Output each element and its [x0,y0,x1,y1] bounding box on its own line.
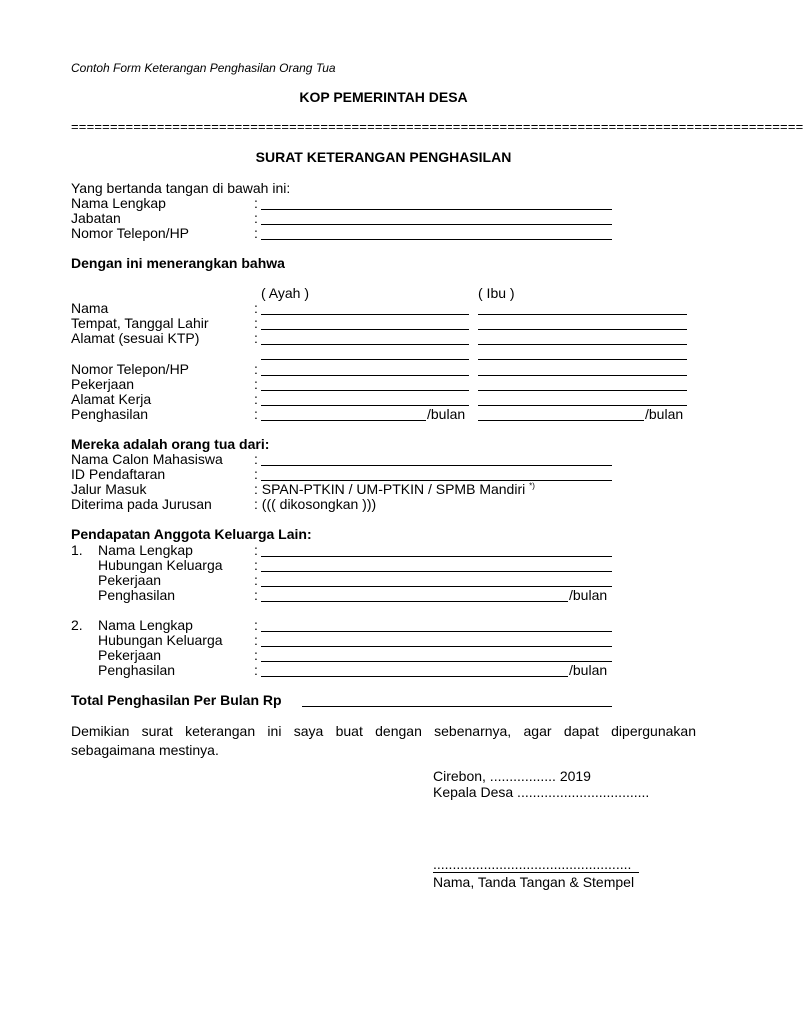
parent-label-job: Pekerjaan [71,376,135,392]
per-month-label: /bulan [569,662,608,678]
closing-line-2: sebagaimana mestinya. [71,742,219,758]
member2-relation-field[interactable] [261,646,612,647]
colon: : [254,632,258,648]
colon: : [254,195,258,211]
document-title: SURAT KETERANGAN PENGHASILAN [255,149,512,165]
colon: : [254,406,258,422]
colon: : [254,330,258,346]
father-name-field[interactable] [261,314,469,315]
parent-label-name: Nama [71,300,109,316]
member-label-name: Nama Lengkap [98,617,193,633]
colon: : [254,466,258,482]
mother-income-field[interactable] [478,420,644,421]
signer-label-name: Nama Lengkap [71,195,166,211]
place-date: Cirebon, ................. 2019 [433,768,591,784]
colon: : [254,662,258,678]
signer-label-phone: Nomor Telepon/HP [71,225,190,241]
father-income-field[interactable] [261,420,426,421]
member-label-job: Pekerjaan [98,647,162,663]
header-note: Contoh Form Keterangan Penghasilan Orang Tua [71,61,336,75]
member1-income-field[interactable] [261,601,568,602]
student-route-value: : SPAN-PTKIN / UM-PTKIN / SPMB Mandiri *) [254,481,535,497]
per-month-label: /bulan [569,587,608,603]
signer-phone-field[interactable] [261,239,612,240]
student-label-route: Jalur Masuk [71,481,147,497]
member-label-income: Penghasilan [98,662,176,678]
student-label-major: Diterima pada Jurusan [71,496,212,512]
member1-name-field[interactable] [261,556,612,557]
father-birth-field[interactable] [261,329,469,330]
student-label-id: ID Pendaftaran [71,466,166,482]
mother-job-field[interactable] [478,390,687,391]
signer-label-position: Jabatan [71,210,121,226]
parent-label-workplace: Alamat Kerja [71,391,152,407]
signer-name-field[interactable] [261,209,612,210]
member-label-relation: Hubungan Keluarga [98,557,223,573]
mother-phone-field[interactable] [478,375,687,376]
member-label-income: Penghasilan [98,587,176,603]
parents-heading: Dengan ini menerangkan bahwa [71,255,285,271]
colon: : [254,300,258,316]
signer-position-field[interactable] [261,224,612,225]
member-label-job: Pekerjaan [98,572,162,588]
family-heading: Pendapatan Anggota Keluarga Lain: [71,526,312,542]
separator-line: ============================================================================================== [71,119,803,134]
parent-label-phone: Nomor Telepon/HP [71,361,190,377]
father-phone-field[interactable] [261,375,469,376]
member2-job-field[interactable] [261,661,612,662]
parent-label-income: Penghasilan [71,406,149,422]
total-income-label: Total Penghasilan Per Bulan Rp [71,692,282,708]
total-income-field[interactable] [302,706,612,707]
signer-intro: Yang bertanda tangan di bawah ini: [71,180,291,196]
student-name-field[interactable] [261,465,612,466]
parent-label-birth: Tempat, Tanggal Lahir [71,315,209,331]
colon: : [254,225,258,241]
colon: : [254,647,258,663]
mother-address-field-2[interactable] [478,359,687,360]
kop-heading: KOP PEMERINTAH DESA [299,89,468,105]
closing-paragraph [71,722,696,760]
colon: : [254,542,258,558]
colon: : [254,451,258,467]
member1-job-field[interactable] [261,586,612,587]
mother-column-label: ( Ibu ) [478,285,515,301]
member-number: 2. [71,617,83,633]
colon: : [254,361,258,377]
signature-line: ................................................... [433,857,639,873]
signature-caption: Nama, Tanda Tangan & Stempel [433,874,635,890]
member-label-name: Nama Lengkap [98,542,193,558]
student-heading: Mereka adalah orang tua dari: [71,436,270,452]
mother-name-field[interactable] [478,314,687,315]
per-month-label: /bulan [427,406,466,422]
member2-name-field[interactable] [261,631,612,632]
colon: : [254,210,258,226]
signer-position-line: Kepala Desa .................................. [433,784,650,800]
father-address-field[interactable] [261,344,469,345]
colon: : [254,557,258,573]
colon: : [254,572,258,588]
father-column-label: ( Ayah ) [261,285,309,301]
father-address-field-2[interactable] [261,359,469,360]
father-job-field[interactable] [261,390,469,391]
member-label-relation: Hubungan Keluarga [98,632,223,648]
colon: : [254,617,258,633]
colon: : [254,315,258,331]
closing-line-1: Demikian surat keterangan ini saya buat dengan sebenarnya, agar dapat dipergunakan [71,723,696,739]
parent-label-address: Alamat (sesuai KTP) [71,330,200,346]
student-label-name: Nama Calon Mahasiswa [71,451,223,467]
colon: : [254,587,258,603]
colon: : [254,391,258,407]
member2-income-field[interactable] [261,676,568,677]
per-month-label: /bulan [645,406,684,422]
colon: : [254,376,258,392]
mother-birth-field[interactable] [478,329,687,330]
footnote-mark: *) [529,481,535,491]
member-number: 1. [71,542,83,558]
student-major-value: : ((( dikosongkan ))) [254,496,377,512]
member1-relation-field[interactable] [261,571,612,572]
mother-address-field[interactable] [478,344,687,345]
